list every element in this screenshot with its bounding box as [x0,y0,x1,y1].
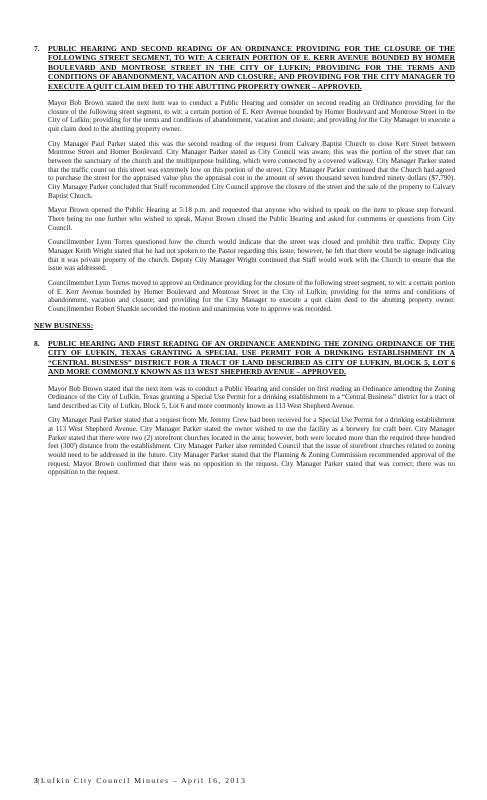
page-number: 3 [34,776,38,785]
paragraph: Councilmember Lynn Torres moved to approve an Ordinance providing for the closure of the following street segment, to wit: a certain portion of E. Kerr Avenue bounded by Homer Boulevard and Montrose Street in the City of Lufkin; providing for the terms and conditions of abandonment, vacation and closure; and providing for the City Manager to execute a quit claim deed to the abutting property owner. Councilmember Robert Shankle seconded the motion and unanimous vote to approve was recorded. [48,278,455,313]
paragraph: Mayor Brown opened the Public Hearing at 5:18 p.m. and requested that anyone who wished to speak on the item to please step forward. There being no one further who wished to speak, Mayor Brown closed the Public Hearing and asked for comments or questions from City Council. [48,206,455,232]
paragraph: Mayor Bob Brown stated that the next item was to conduct a Public Hearing and consider on first reading an Ordinance amending the Zoning Ordinance of the City of Lufkin, Texas granting a Special Use Permit for a drinking establishment in a “Central Business” district for a tract of land described as City of Lufkin, Block 5, Lot 6 and more commonly known as 113 West Shepherd Avenue. [48,384,455,410]
agenda-item-8 [34,339,455,377]
item-heading: PUBLIC HEARING AND FIRST READING OF AN ORDINANCE AMENDING THE ZONING ORDINANCE OF THE CITY OF LUFKIN, TEXAS GRANTING A SPECIAL USE PERMIT FOR A DRINKING ESTABLISHMENT IN A “CENTRAL BUSINESS” DISTRICT FOR A TRACT OF LAND DESCRIBED AS CITY OF LUFKIN, BLOCK 5, LOT 6 AND MORE COMMONLY KNOWN AS 113 WEST SHEPHERD AVENUE – APPROVED. [48,338,455,377]
paragraph: Mayor Bob Brown stated the next item was to conduct a Public Hearing and consider on second reading an Ordinance providing for the closure of the following street segment, to wit: a certain portion of E. Kerr Avenue bounded by Homer Boulevard and Montrose Street in the City of Lufkin; providing for the terms and conditions of abandonment, vacation and closure; and providing for the City Manager to execute a quit claim deed to the abutting property owner. [48,99,455,133]
item-number: 8. [34,338,40,348]
page-footer [34,776,246,785]
item-number: 7. [34,44,40,53]
footer-text: Lufkin City Council Minutes – April 16, 2013 [40,776,247,785]
agenda-item-7 [34,44,455,91]
paragraph: City Manager Paul Parker stated that a request from Mr. Jeremy Crew had been received for a Special Use Permit for a drinking establishment at 113 West Shepherd Avenue. City Manager Parker stated the owner wished to use the facility as a brewery for craft beer. City Manager Parker stated that there were two (2) storefront churches located in the area; however, both were located more than the required three hundred feet (300') distance from the establishment. City Manager Parker also reminded Council that the issue of storefront churches related to zoning would need to be addressed in the future. City Manager Parker stated that the Planning & Zoning Commission recommended approval of the request. Mayor Brown confirmed that there was no opposition to the request. City Manager Parker stated that was correct; there was no opposition to the request. [48,416,455,477]
item-heading: PUBLIC HEARING AND SECOND READING OF AN ORDINANCE PROVIDING FOR THE CLOSURE OF THE FOLLOWING STREET SEGMENT, TO WIT: A CERTAIN PORTION OF E. KERR AVENUE BOUNDED BY HOMER BOULEVARD AND MONTROSE STREET IN THE CITY OF LUFKIN; PROVIDING FOR THE TERMS AND CONDITIONS OF ABANDONMENT, VACATION AND CLOSURE; AND PROVIDING FOR THE CITY MANAGER TO EXECUTE A QUIT CLAIM DEED TO THE ABUTTING PROPERTY OWNER – APPROVED. [48,44,455,91]
paragraph: City Manager Paul Parker stated this was the second reading of the request from Calvary Baptist Church to close Kerr Street between Montrose Street and Homer Boulevard. City Manager Parker stated as City Council was aware, this was the portion of the street that ran between the sanctuary of the church and the multipurpose building, which were connected by a covered walkway. City Manager Parker stated that the traffic count on this street was extremely low on this portion of the street. City Manager Parker continued that the Church had agreed to purchase the street for the appraised value plus the appraisal cost in the amount of seven thousand seven hundred ninety dollars ($7,790). City Manager Parker concluded that Staff recommended City Council approve the closure of the street and the sale of the property to Calvary Baptist Church. [48,139,455,200]
footer-separator: | [37,776,41,785]
paragraph: Councilmember Lynn Torres questioned how the church would indicate that the street was closed and prohibit thru traffic. Deputy City Manager Keith Wright stated that he had not spoken to the Pastor regarding this issue; however, he felt that there would be signage indicating that it was private property of the church. Deputy City Manager Wright continued that Staff would work with the Church to ensure that the issue was addressed. [48,238,455,273]
section-title: NEW BUSINESS: [34,321,94,331]
